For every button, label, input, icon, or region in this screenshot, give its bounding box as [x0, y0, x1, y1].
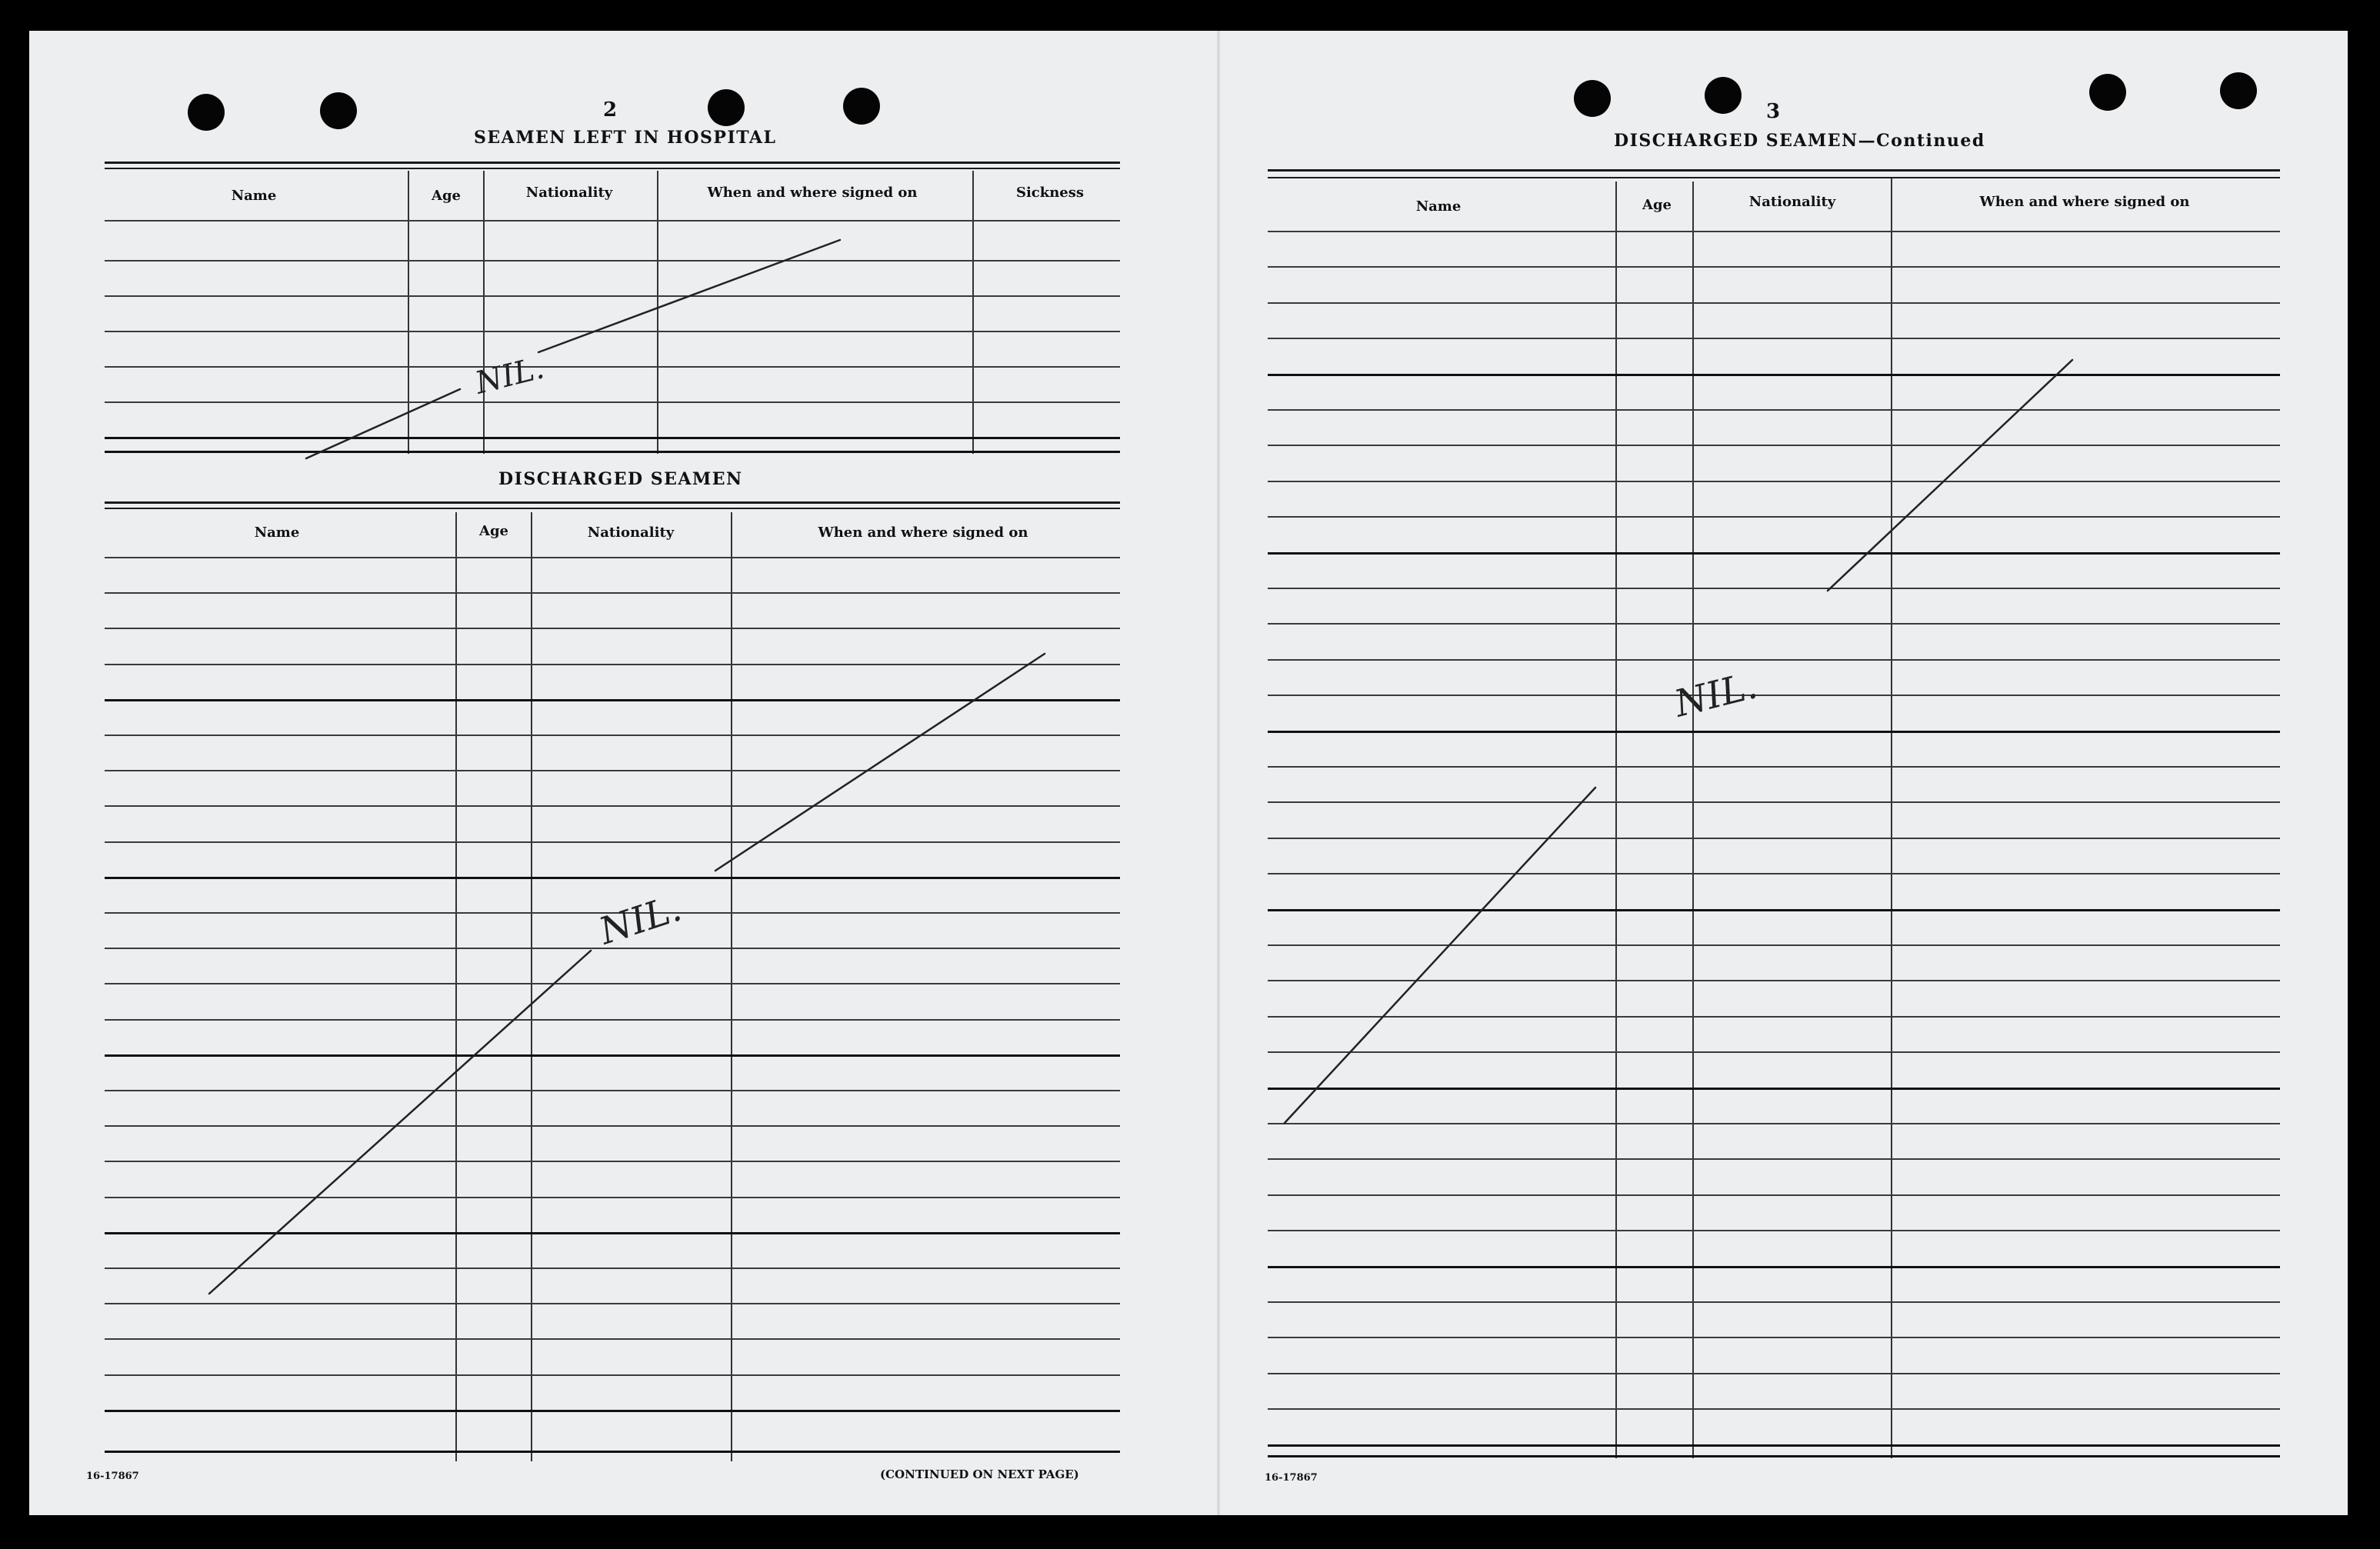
- hospital-col-sickness: Sickness: [1015, 185, 1085, 201]
- continued-note: (CONTINUED ON NEXT PAGE): [880, 1467, 1079, 1481]
- continued-col-name: Name: [1415, 198, 1462, 215]
- hospital-col-age: Age: [431, 188, 461, 204]
- left-page-number: 2: [603, 98, 618, 122]
- right-form-number: 16-17867: [1265, 1472, 1318, 1484]
- discharged-col-age: Age: [478, 523, 508, 539]
- left-form-number: 16-17867: [86, 1471, 139, 1482]
- discharged-col-signed-on: When and where signed on: [818, 525, 1028, 541]
- strike-line: [1828, 360, 2072, 591]
- strike-line: [715, 654, 1045, 871]
- strike-line: [306, 389, 460, 458]
- hospital-col-name: Name: [231, 188, 277, 204]
- continued-col-signed-on: When and where signed on: [1979, 194, 2190, 210]
- continued-col-age: Age: [1642, 197, 1672, 213]
- strike-line: [538, 240, 840, 352]
- hospital-section-title: SEAMEN LEFT IN HOSPITAL: [474, 128, 777, 148]
- discharged-section-title: DISCHARGED SEAMEN: [498, 469, 743, 489]
- strike-line: [1285, 788, 1595, 1123]
- right-page-number: 3: [1766, 100, 1781, 123]
- handwritten-nil: NIL.: [472, 350, 548, 401]
- strike-line: [209, 951, 591, 1294]
- discharged-col-nationality: Nationality: [587, 525, 675, 541]
- hospital-col-nationality: Nationality: [525, 185, 613, 201]
- hospital-col-signed-on: When and where signed on: [707, 185, 918, 201]
- discharged-col-name: Name: [254, 525, 300, 541]
- discharged-continued-title: DISCHARGED SEAMEN—Continued: [1614, 131, 1985, 151]
- continued-col-nationality: Nationality: [1748, 194, 1836, 210]
- handwritten-nil: NIL.: [594, 886, 687, 954]
- handwritten-nil: NIL.: [1670, 664, 1762, 726]
